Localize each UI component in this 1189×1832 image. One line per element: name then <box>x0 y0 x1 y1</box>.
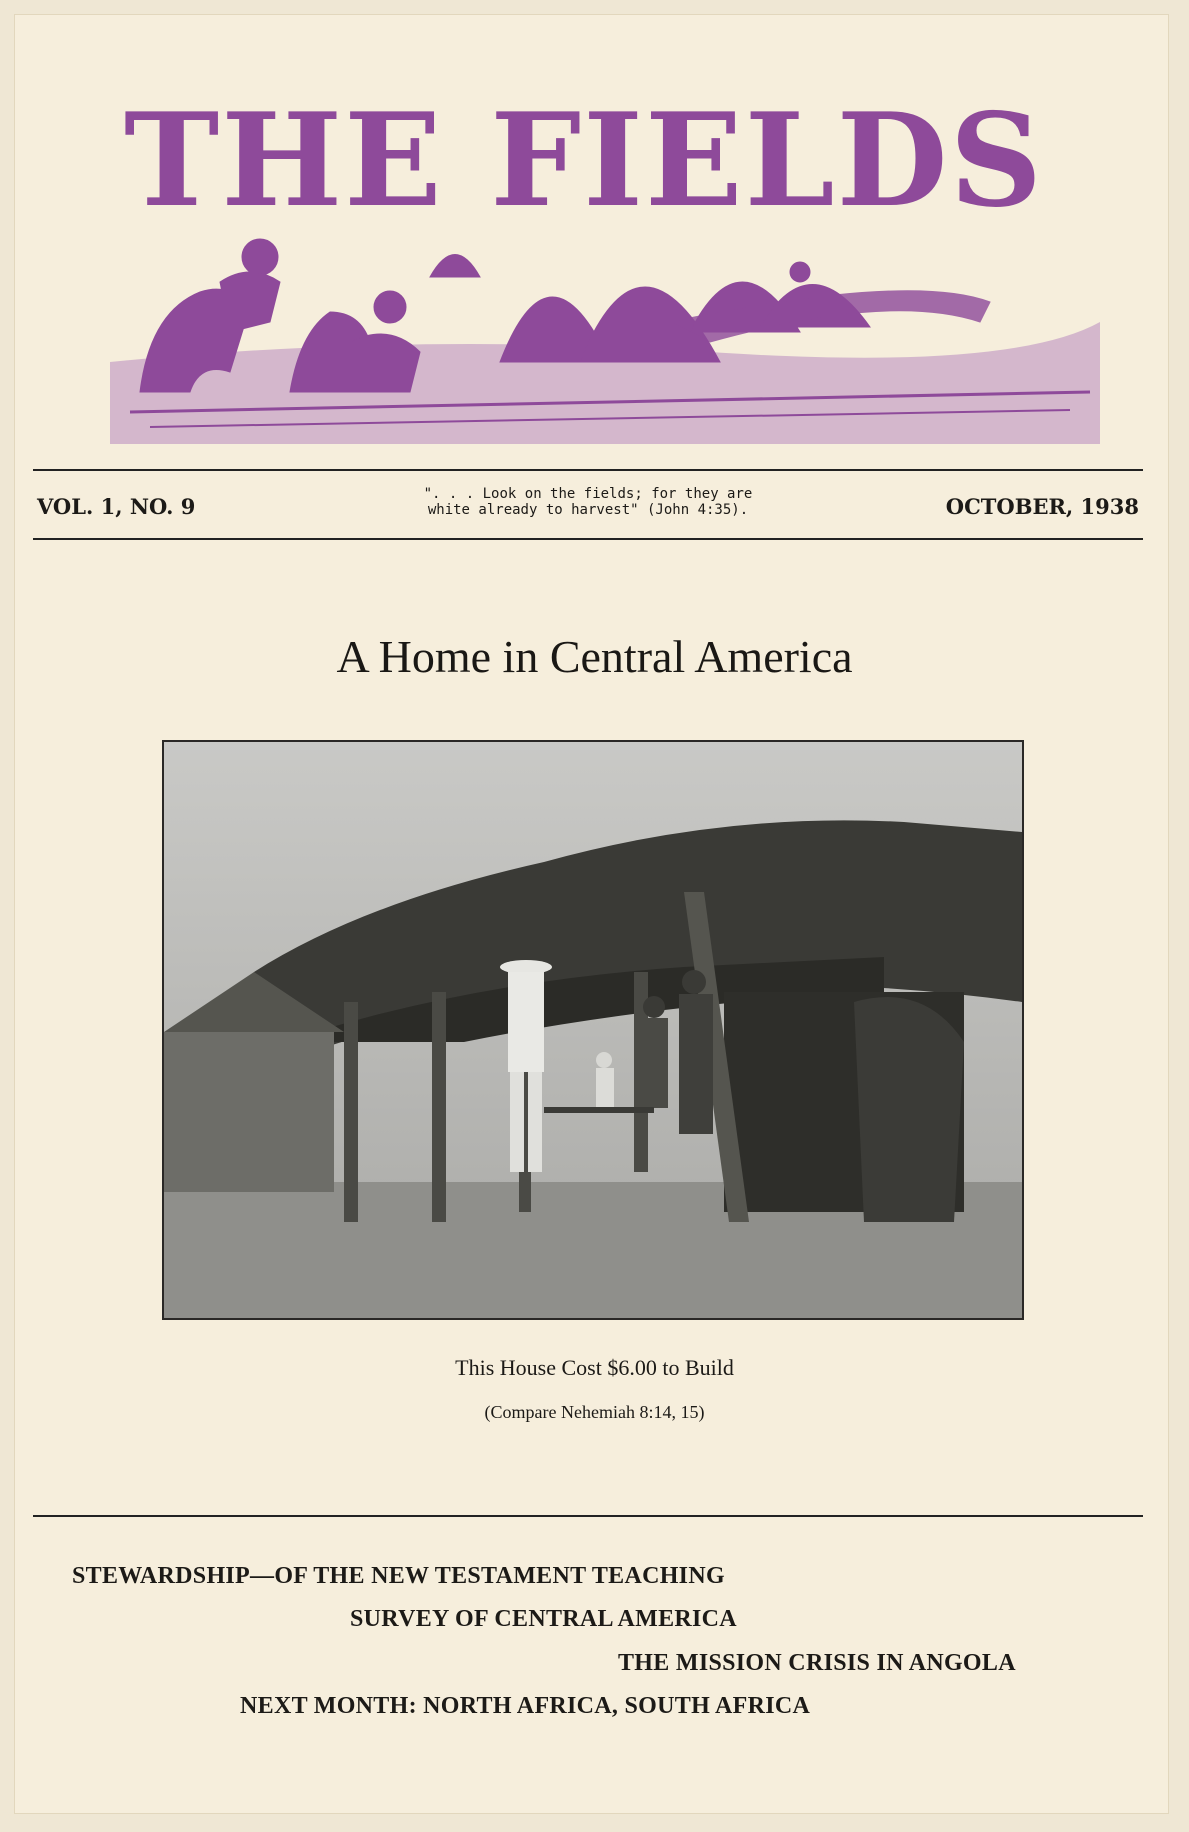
contents-rule <box>33 1515 1143 1517</box>
issue-bar-rule <box>33 538 1143 540</box>
contents-item-stewardship: STEWARDSHIP—OF THE NEW TESTAMENT TEACHING <box>72 1563 725 1589</box>
photo-subcaption: (Compare Nehemiah 8:14, 15) <box>484 1402 705 1422</box>
house-photograph <box>162 740 1024 1320</box>
contents-item-central-america: SURVEY OF CENTRAL AMERICA <box>350 1606 737 1632</box>
volume-number: VOL. 1, NO. 9 <box>37 494 196 519</box>
masthead-verse <box>393 486 783 518</box>
masthead-title: THE FIELDS <box>123 86 1045 236</box>
verse-line-1: ". . . Look on the fields; for they are <box>423 486 753 502</box>
photo-caption: This House Cost $6.00 to Build <box>455 1355 734 1380</box>
harvest-illustration <box>110 212 1100 444</box>
contents-item-next-month: NEXT MONTH: NORTH AFRICA, SOUTH AFRICA <box>240 1693 811 1719</box>
issue-bar <box>33 478 1143 534</box>
top-rule <box>33 469 1143 471</box>
contents-item-angola: THE MISSION CRISIS IN ANGOLA <box>618 1650 1016 1676</box>
issue-date: OCTOBER, 1938 <box>945 494 1139 519</box>
verse-line-2: white already to harvest" (John 4:35). <box>427 502 749 518</box>
article-headline: A Home in Central America <box>336 631 853 682</box>
